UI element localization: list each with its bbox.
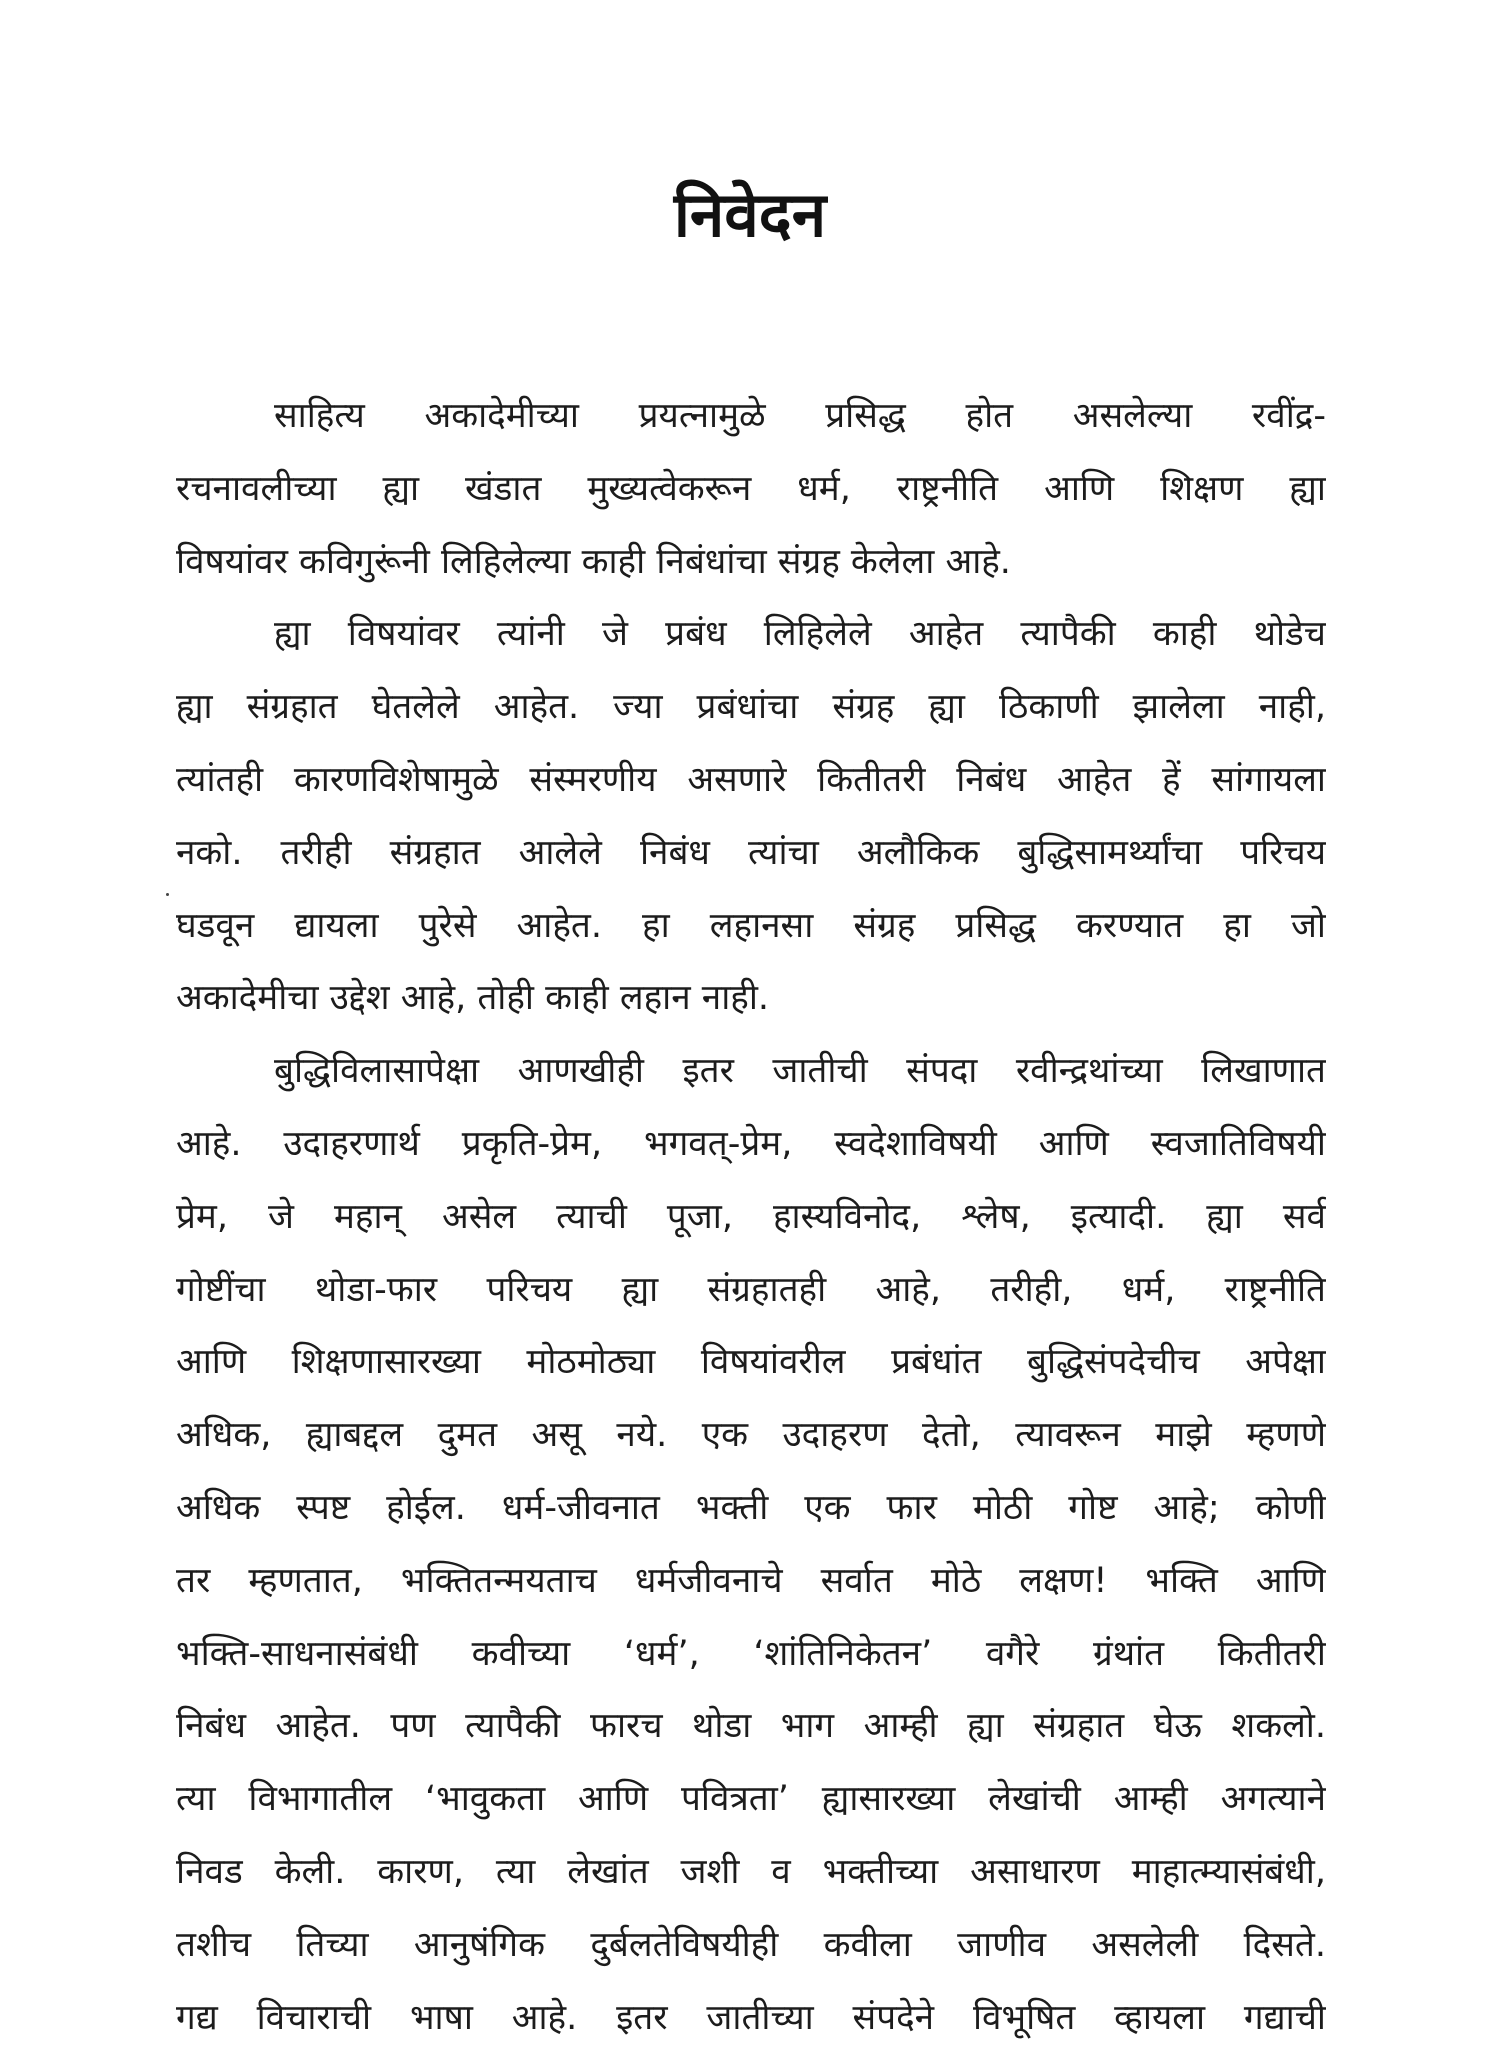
paragraph-2-line-5: घडवून द्यायला पुरेसे आहेत. हा लहानसा संग्रह प्रसिद्ध करण्यात हा जो [176, 905, 1326, 946]
paragraph-3-line-2: आहे. उदाहरणार्थ प्रकृति-प्रेम, भगवत्-प्रेम, स्वदेशाविषयी आणि स्वजातिविषयी [176, 1123, 1326, 1164]
page-title: निवेदन [673, 178, 827, 251]
paragraph-3-line-5: आणि शिक्षणासारख्या मोठमोठ्या विषयांवरील प्रबंधांत बुद्धिसंपदेचीच अपेक्षा [176, 1342, 1326, 1383]
paragraph-3-line-1: बुद्धिविलासापेक्षा आणखीही इतर जातीची संपदा रवीन्द्रथांच्या लिखाणात [274, 1051, 1326, 1092]
paragraph-3-line-3: प्रेम, जे महान् असेल त्याची पूजा, हास्यविनोद, श्लेष, इत्यादी. ह्या सर्व [176, 1196, 1326, 1237]
paragraph-2-line-4: नको. तरीही संग्रहात आलेले निबंध त्यांचा अलौकिक बुद्धिसामर्थ्यांचा परिचय [176, 832, 1326, 873]
paragraph-3-line-10: निबंध आहेत. पण त्यापैकी फारच थोडा भाग आम्ही ह्या संग्रहात घेऊ शकलो. [176, 1706, 1326, 1747]
paragraph-3-line-13: तशीच तिच्या आनुषंगिक दुर्बलतेविषयीही कवीला जाणीव असलेली दिसते. [176, 1924, 1326, 1965]
paragraph-1-line-2: रचनावलीच्या ह्या खंडात मुख्यत्वेकरून धर्म, राष्ट्रनीति आणि शिक्षण ह्या [176, 468, 1326, 509]
paragraph-2-line-6: अकादेमीचा उद्देश आहे, तोही काही लहान नाही. [176, 978, 770, 1019]
paragraph-3-line-12: निवड केली. कारण, त्या लेखांत जशी व भक्तीच्या असाधारण माहात्म्यासंबंधी, [176, 1851, 1326, 1892]
paragraph-3-line-6: अधिक, ह्याबद्दल दुमत असू नये. एक उदाहरण देतो, त्यावरून माझे म्हणणे [176, 1415, 1326, 1456]
scan-speck [166, 893, 169, 896]
paragraph-2-line-2: ह्या संग्रहात घेतलेले आहेत. ज्या प्रबंधांचा संग्रह ह्या ठिकाणी झालेला नाही, [176, 687, 1326, 728]
paragraph-3-line-9: भक्ति-साधनासंबंधी कवीच्या ‘धर्म’, ‘शांतिनिकेतन’ वगैरे ग्रंथांत कितीतरी [176, 1633, 1326, 1674]
paragraph-1-line-3: विषयांवर कविगुरूंनी लिहिलेल्या काही निबंधांचा संग्रह केलेला आहे. [176, 541, 1011, 582]
paragraph-3-line-8: तर म्हणतात, भक्तितन्मयताच धर्मजीवनाचे सर्वात मोठे लक्षण! भक्ति आणि [176, 1560, 1326, 1601]
paragraph-1-line-1: साहित्य अकादेमीच्या प्रयत्नामुळे प्रसिद्ध होत असलेल्या रवींद्र- [274, 396, 1326, 436]
paragraph-3-line-7: अधिक स्पष्ट होईल. धर्म-जीवनात भक्ती एक फार मोठी गोष्ट आहे; कोणी [176, 1487, 1326, 1528]
body-text [176, 380, 1326, 2054]
paragraph-2-line-3: त्यांतही कारणविशेषामुळे संस्मरणीय असणारे कितीतरी निबंध आहेत हें सांगायला [176, 759, 1326, 800]
paragraph-3-line-11: त्या विभागातील ‘भावुकता आणि पवित्रता’ ह्यासारख्या लेखांची आम्ही अगत्याने [176, 1779, 1326, 1820]
paragraph-3-line-14: गद्य विचाराची भाषा आहे. इतर जातीच्या संपदेने विभूषित व्हायला गद्याची [176, 1997, 1326, 2038]
paragraph-3-line-4: गोष्टींचा थोडा-फार परिचय ह्या संग्रहातही आहे, तरीही, धर्म, राष्ट्रनीति [176, 1269, 1326, 1310]
paragraph-2-line-1: ह्या विषयांवर त्यांनी जे प्रबंध लिहिलेले आहेत त्यापैकी काही थोडेच [274, 614, 1326, 655]
